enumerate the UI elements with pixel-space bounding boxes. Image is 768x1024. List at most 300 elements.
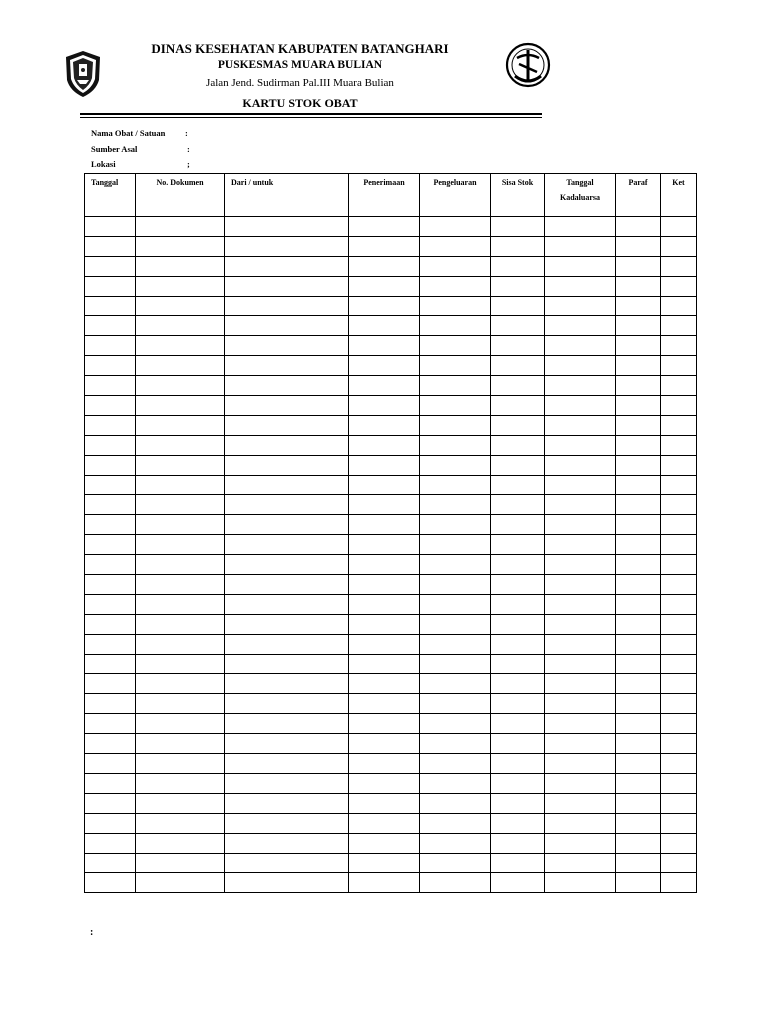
table-cell[interactable]: [420, 376, 491, 396]
table-cell[interactable]: [85, 594, 136, 614]
table-cell[interactable]: [616, 555, 661, 575]
table-cell[interactable]: [136, 714, 225, 734]
table-cell[interactable]: [420, 475, 491, 495]
table-cell[interactable]: [349, 873, 420, 893]
table-cell[interactable]: [545, 276, 616, 296]
table-cell[interactable]: [616, 694, 661, 714]
table-cell[interactable]: [545, 873, 616, 893]
table-cell[interactable]: [349, 575, 420, 595]
table-cell[interactable]: [420, 813, 491, 833]
table-cell[interactable]: [225, 674, 349, 694]
table-cell[interactable]: [225, 435, 349, 455]
table-cell[interactable]: [349, 793, 420, 813]
table-cell[interactable]: [616, 594, 661, 614]
table-cell[interactable]: [661, 773, 697, 793]
table-cell[interactable]: [225, 455, 349, 475]
table-cell[interactable]: [491, 415, 545, 435]
table-cell[interactable]: [545, 336, 616, 356]
table-cell[interactable]: [85, 833, 136, 853]
table-cell[interactable]: [136, 316, 225, 336]
table-cell[interactable]: [491, 495, 545, 515]
table-cell[interactable]: [85, 376, 136, 396]
table-cell[interactable]: [85, 654, 136, 674]
table-cell[interactable]: [420, 873, 491, 893]
table-cell[interactable]: [661, 495, 697, 515]
table-cell[interactable]: [136, 415, 225, 435]
table-cell[interactable]: [349, 833, 420, 853]
table-cell[interactable]: [225, 535, 349, 555]
table-cell[interactable]: [349, 813, 420, 833]
table-cell[interactable]: [85, 435, 136, 455]
table-cell[interactable]: [545, 594, 616, 614]
table-cell[interactable]: [545, 455, 616, 475]
table-cell[interactable]: [225, 634, 349, 654]
table-cell[interactable]: [85, 555, 136, 575]
table-cell[interactable]: [225, 813, 349, 833]
table-cell[interactable]: [349, 316, 420, 336]
table-cell[interactable]: [349, 396, 420, 416]
table-cell[interactable]: [225, 793, 349, 813]
table-cell[interactable]: [661, 813, 697, 833]
table-cell[interactable]: [136, 694, 225, 714]
table-cell[interactable]: [491, 873, 545, 893]
table-cell[interactable]: [136, 575, 225, 595]
table-cell[interactable]: [661, 455, 697, 475]
table-cell[interactable]: [85, 773, 136, 793]
table-cell[interactable]: [491, 833, 545, 853]
table-cell[interactable]: [661, 873, 697, 893]
table-cell[interactable]: [491, 276, 545, 296]
table-cell[interactable]: [85, 475, 136, 495]
table-cell[interactable]: [349, 376, 420, 396]
table-cell[interactable]: [661, 575, 697, 595]
table-cell[interactable]: [349, 455, 420, 475]
table-cell[interactable]: [136, 217, 225, 237]
table-cell[interactable]: [420, 833, 491, 853]
table-cell[interactable]: [420, 336, 491, 356]
table-cell[interactable]: [420, 555, 491, 575]
table-cell[interactable]: [661, 236, 697, 256]
table-cell[interactable]: [225, 575, 349, 595]
table-cell[interactable]: [661, 396, 697, 416]
table-cell[interactable]: [85, 515, 136, 535]
table-cell[interactable]: [661, 674, 697, 694]
table-cell[interactable]: [545, 515, 616, 535]
table-cell[interactable]: [491, 296, 545, 316]
table-cell[interactable]: [85, 455, 136, 475]
table-cell[interactable]: [491, 773, 545, 793]
table-cell[interactable]: [349, 734, 420, 754]
table-cell[interactable]: [616, 217, 661, 237]
table-cell[interactable]: [661, 276, 697, 296]
table-cell[interactable]: [349, 594, 420, 614]
table-cell[interactable]: [616, 396, 661, 416]
table-cell[interactable]: [420, 714, 491, 734]
table-cell[interactable]: [545, 575, 616, 595]
table-cell[interactable]: [225, 873, 349, 893]
table-cell[interactable]: [491, 217, 545, 237]
table-cell[interactable]: [661, 515, 697, 535]
table-cell[interactable]: [225, 475, 349, 495]
table-cell[interactable]: [545, 773, 616, 793]
table-cell[interactable]: [225, 614, 349, 634]
table-cell[interactable]: [616, 475, 661, 495]
table-cell[interactable]: [420, 575, 491, 595]
table-cell[interactable]: [85, 575, 136, 595]
table-cell[interactable]: [349, 714, 420, 734]
table-cell[interactable]: [225, 495, 349, 515]
table-cell[interactable]: [85, 714, 136, 734]
table-cell[interactable]: [349, 415, 420, 435]
table-cell[interactable]: [491, 336, 545, 356]
table-cell[interactable]: [349, 853, 420, 873]
table-cell[interactable]: [349, 654, 420, 674]
table-cell[interactable]: [136, 754, 225, 774]
table-cell[interactable]: [225, 316, 349, 336]
table-cell[interactable]: [545, 435, 616, 455]
table-cell[interactable]: [420, 276, 491, 296]
table-cell[interactable]: [420, 734, 491, 754]
table-cell[interactable]: [545, 833, 616, 853]
table-cell[interactable]: [545, 217, 616, 237]
table-cell[interactable]: [491, 435, 545, 455]
table-cell[interactable]: [545, 853, 616, 873]
table-cell[interactable]: [420, 415, 491, 435]
table-cell[interactable]: [545, 495, 616, 515]
table-cell[interactable]: [491, 694, 545, 714]
table-cell[interactable]: [225, 256, 349, 276]
table-cell[interactable]: [545, 256, 616, 276]
table-cell[interactable]: [491, 475, 545, 495]
table-cell[interactable]: [225, 396, 349, 416]
table-cell[interactable]: [85, 256, 136, 276]
table-cell[interactable]: [85, 396, 136, 416]
table-cell[interactable]: [136, 614, 225, 634]
table-cell[interactable]: [661, 734, 697, 754]
table-cell[interactable]: [491, 734, 545, 754]
table-cell[interactable]: [420, 316, 491, 336]
table-cell[interactable]: [616, 575, 661, 595]
table-cell[interactable]: [420, 296, 491, 316]
table-cell[interactable]: [616, 873, 661, 893]
table-cell[interactable]: [661, 634, 697, 654]
table-cell[interactable]: [136, 495, 225, 515]
table-cell[interactable]: [616, 654, 661, 674]
table-cell[interactable]: [420, 356, 491, 376]
table-cell[interactable]: [225, 594, 349, 614]
table-cell[interactable]: [420, 217, 491, 237]
table-cell[interactable]: [661, 256, 697, 276]
table-cell[interactable]: [225, 276, 349, 296]
table-cell[interactable]: [661, 654, 697, 674]
table-cell[interactable]: [225, 734, 349, 754]
table-cell[interactable]: [85, 734, 136, 754]
table-cell[interactable]: [616, 853, 661, 873]
table-cell[interactable]: [661, 694, 697, 714]
table-cell[interactable]: [349, 475, 420, 495]
table-cell[interactable]: [491, 714, 545, 734]
table-cell[interactable]: [545, 674, 616, 694]
table-cell[interactable]: [225, 853, 349, 873]
table-cell[interactable]: [616, 236, 661, 256]
table-cell[interactable]: [420, 694, 491, 714]
table-cell[interactable]: [491, 236, 545, 256]
table-cell[interactable]: [85, 853, 136, 873]
table-cell[interactable]: [136, 674, 225, 694]
table-cell[interactable]: [616, 734, 661, 754]
table-cell[interactable]: [545, 316, 616, 336]
table-cell[interactable]: [616, 515, 661, 535]
table-cell[interactable]: [136, 455, 225, 475]
table-cell[interactable]: [616, 316, 661, 336]
table-cell[interactable]: [420, 674, 491, 694]
table-cell[interactable]: [85, 873, 136, 893]
table-cell[interactable]: [616, 296, 661, 316]
table-cell[interactable]: [420, 256, 491, 276]
table-cell[interactable]: [661, 415, 697, 435]
table-cell[interactable]: [491, 793, 545, 813]
table-cell[interactable]: [136, 654, 225, 674]
table-cell[interactable]: [85, 316, 136, 336]
table-cell[interactable]: [491, 614, 545, 634]
table-cell[interactable]: [85, 356, 136, 376]
table-cell[interactable]: [349, 614, 420, 634]
table-cell[interactable]: [616, 793, 661, 813]
table-cell[interactable]: [225, 376, 349, 396]
table-cell[interactable]: [349, 435, 420, 455]
table-cell[interactable]: [545, 415, 616, 435]
table-cell[interactable]: [136, 236, 225, 256]
table-cell[interactable]: [85, 694, 136, 714]
table-cell[interactable]: [545, 614, 616, 634]
table-cell[interactable]: [616, 813, 661, 833]
table-cell[interactable]: [616, 773, 661, 793]
table-cell[interactable]: [225, 336, 349, 356]
table-cell[interactable]: [545, 793, 616, 813]
table-cell[interactable]: [491, 455, 545, 475]
table-cell[interactable]: [616, 455, 661, 475]
table-cell[interactable]: [491, 535, 545, 555]
table-cell[interactable]: [420, 654, 491, 674]
table-cell[interactable]: [349, 236, 420, 256]
table-cell[interactable]: [225, 833, 349, 853]
table-cell[interactable]: [136, 833, 225, 853]
table-cell[interactable]: [491, 396, 545, 416]
table-cell[interactable]: [616, 256, 661, 276]
table-cell[interactable]: [661, 793, 697, 813]
table-cell[interactable]: [225, 754, 349, 774]
table-cell[interactable]: [491, 256, 545, 276]
table-cell[interactable]: [616, 614, 661, 634]
table-cell[interactable]: [225, 236, 349, 256]
table-cell[interactable]: [420, 435, 491, 455]
table-cell[interactable]: [491, 316, 545, 336]
table-cell[interactable]: [349, 256, 420, 276]
table-cell[interactable]: [225, 555, 349, 575]
table-cell[interactable]: [420, 614, 491, 634]
table-cell[interactable]: [491, 376, 545, 396]
table-cell[interactable]: [491, 674, 545, 694]
table-cell[interactable]: [85, 634, 136, 654]
table-cell[interactable]: [349, 336, 420, 356]
table-cell[interactable]: [349, 694, 420, 714]
table-cell[interactable]: [616, 674, 661, 694]
table-cell[interactable]: [136, 356, 225, 376]
table-cell[interactable]: [545, 296, 616, 316]
table-cell[interactable]: [616, 356, 661, 376]
table-cell[interactable]: [616, 833, 661, 853]
table-cell[interactable]: [136, 634, 225, 654]
table-cell[interactable]: [136, 813, 225, 833]
table-cell[interactable]: [661, 356, 697, 376]
table-cell[interactable]: [420, 495, 491, 515]
table-cell[interactable]: [661, 296, 697, 316]
table-cell[interactable]: [491, 754, 545, 774]
table-cell[interactable]: [85, 614, 136, 634]
table-cell[interactable]: [420, 754, 491, 774]
table-cell[interactable]: [545, 396, 616, 416]
table-cell[interactable]: [136, 773, 225, 793]
table-cell[interactable]: [349, 674, 420, 694]
table-cell[interactable]: [420, 594, 491, 614]
table-cell[interactable]: [661, 555, 697, 575]
table-cell[interactable]: [136, 336, 225, 356]
table-cell[interactable]: [420, 793, 491, 813]
table-cell[interactable]: [661, 594, 697, 614]
table-cell[interactable]: [545, 813, 616, 833]
table-cell[interactable]: [85, 236, 136, 256]
table-cell[interactable]: [225, 217, 349, 237]
table-cell[interactable]: [136, 535, 225, 555]
table-cell[interactable]: [225, 515, 349, 535]
table-cell[interactable]: [616, 634, 661, 654]
table-cell[interactable]: [85, 217, 136, 237]
table-cell[interactable]: [661, 535, 697, 555]
table-cell[interactable]: [545, 236, 616, 256]
table-cell[interactable]: [616, 276, 661, 296]
table-cell[interactable]: [349, 356, 420, 376]
table-cell[interactable]: [85, 336, 136, 356]
table-cell[interactable]: [136, 873, 225, 893]
table-cell[interactable]: [545, 694, 616, 714]
table-cell[interactable]: [616, 714, 661, 734]
table-cell[interactable]: [136, 515, 225, 535]
table-cell[interactable]: [545, 634, 616, 654]
table-cell[interactable]: [136, 555, 225, 575]
table-cell[interactable]: [136, 793, 225, 813]
table-cell[interactable]: [420, 396, 491, 416]
table-cell[interactable]: [661, 376, 697, 396]
table-cell[interactable]: [136, 296, 225, 316]
table-cell[interactable]: [545, 475, 616, 495]
table-cell[interactable]: [136, 256, 225, 276]
table-cell[interactable]: [545, 555, 616, 575]
table-cell[interactable]: [349, 495, 420, 515]
table-cell[interactable]: [491, 515, 545, 535]
table-cell[interactable]: [545, 356, 616, 376]
table-cell[interactable]: [545, 376, 616, 396]
table-cell[interactable]: [545, 535, 616, 555]
table-cell[interactable]: [420, 515, 491, 535]
table-cell[interactable]: [136, 475, 225, 495]
table-cell[interactable]: [661, 833, 697, 853]
table-cell[interactable]: [349, 754, 420, 774]
table-cell[interactable]: [349, 217, 420, 237]
table-cell[interactable]: [420, 773, 491, 793]
table-cell[interactable]: [661, 316, 697, 336]
table-cell[interactable]: [349, 515, 420, 535]
table-cell[interactable]: [85, 415, 136, 435]
table-cell[interactable]: [420, 455, 491, 475]
table-cell[interactable]: [136, 734, 225, 754]
table-cell[interactable]: [85, 535, 136, 555]
table-cell[interactable]: [616, 336, 661, 356]
table-cell[interactable]: [136, 276, 225, 296]
table-cell[interactable]: [420, 634, 491, 654]
table-cell[interactable]: [491, 594, 545, 614]
table-cell[interactable]: [85, 674, 136, 694]
table-cell[interactable]: [136, 376, 225, 396]
table-cell[interactable]: [545, 754, 616, 774]
table-cell[interactable]: [349, 555, 420, 575]
table-cell[interactable]: [136, 396, 225, 416]
table-cell[interactable]: [616, 754, 661, 774]
table-cell[interactable]: [349, 634, 420, 654]
table-cell[interactable]: [225, 296, 349, 316]
table-cell[interactable]: [349, 773, 420, 793]
table-cell[interactable]: [491, 356, 545, 376]
table-cell[interactable]: [661, 614, 697, 634]
table-cell[interactable]: [661, 853, 697, 873]
table-cell[interactable]: [225, 356, 349, 376]
table-cell[interactable]: [616, 495, 661, 515]
table-cell[interactable]: [349, 535, 420, 555]
table-cell[interactable]: [225, 654, 349, 674]
table-cell[interactable]: [85, 754, 136, 774]
table-cell[interactable]: [225, 415, 349, 435]
table-cell[interactable]: [349, 296, 420, 316]
table-cell[interactable]: [420, 236, 491, 256]
table-cell[interactable]: [225, 773, 349, 793]
table-cell[interactable]: [661, 475, 697, 495]
table-cell[interactable]: [661, 435, 697, 455]
table-cell[interactable]: [491, 813, 545, 833]
table-cell[interactable]: [616, 535, 661, 555]
table-cell[interactable]: [349, 276, 420, 296]
table-cell[interactable]: [616, 415, 661, 435]
table-cell[interactable]: [545, 734, 616, 754]
table-cell[interactable]: [491, 575, 545, 595]
table-cell[interactable]: [616, 435, 661, 455]
table-cell[interactable]: [491, 853, 545, 873]
table-cell[interactable]: [545, 654, 616, 674]
table-cell[interactable]: [545, 714, 616, 734]
table-cell[interactable]: [85, 813, 136, 833]
table-cell[interactable]: [491, 555, 545, 575]
table-cell[interactable]: [85, 276, 136, 296]
table-cell[interactable]: [491, 654, 545, 674]
table-cell[interactable]: [661, 336, 697, 356]
table-cell[interactable]: [420, 535, 491, 555]
table-cell[interactable]: [136, 853, 225, 873]
table-cell[interactable]: [136, 594, 225, 614]
table-cell[interactable]: [85, 793, 136, 813]
table-cell[interactable]: [85, 495, 136, 515]
table-cell[interactable]: [225, 714, 349, 734]
table-cell[interactable]: [136, 435, 225, 455]
table-cell[interactable]: [420, 853, 491, 873]
table-cell[interactable]: [616, 376, 661, 396]
